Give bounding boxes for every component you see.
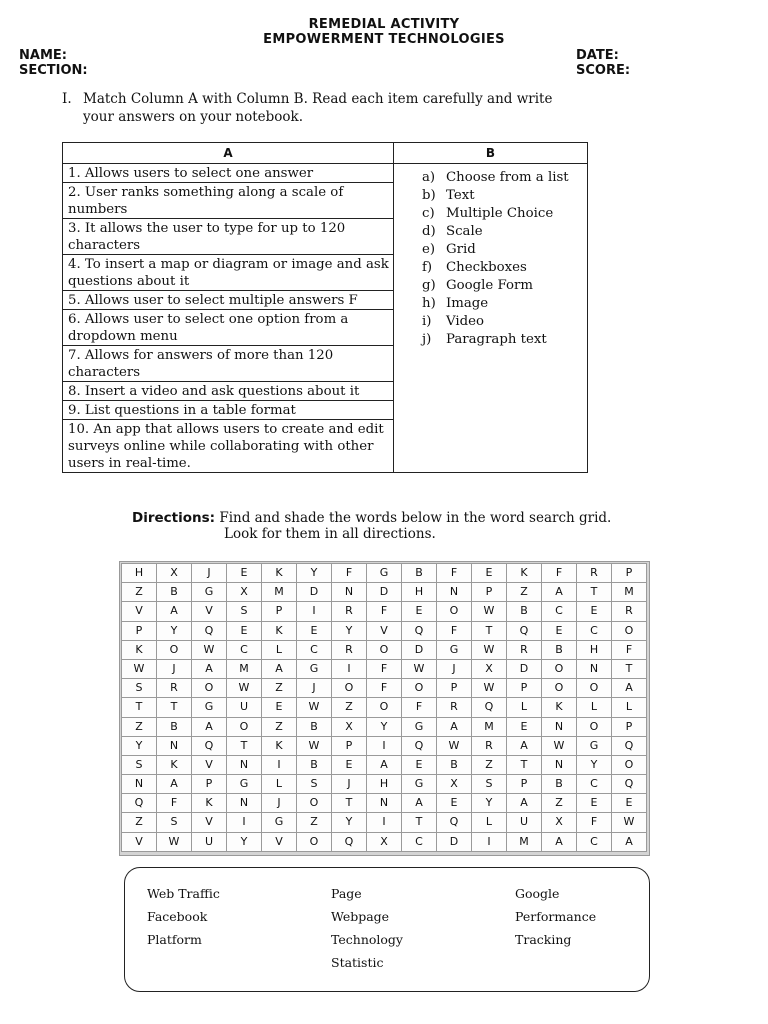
grid-cell[interactable]: J <box>156 659 192 679</box>
grid-cell[interactable]: W <box>471 601 507 621</box>
page-title: REMEDIAL ACTIVITY <box>308 17 460 32</box>
grid-cell[interactable]: G <box>436 640 472 660</box>
column-b-text: Grid <box>446 242 476 257</box>
grid-cell[interactable]: W <box>226 678 262 698</box>
grid-cell[interactable]: M <box>506 832 542 852</box>
grid-cell[interactable]: A <box>506 793 542 813</box>
grid-cell[interactable]: W <box>191 640 227 660</box>
column-b-header: B <box>394 143 588 164</box>
grid-cell[interactable]: A <box>191 717 227 737</box>
grid-cell[interactable]: N <box>366 793 402 813</box>
column-b-item <box>422 223 587 241</box>
column-a-item: 8. Insert a video and ask questions about it <box>63 382 393 401</box>
grid-cell[interactable]: A <box>436 717 472 737</box>
grid-cell[interactable]: P <box>191 774 227 794</box>
grid-cell[interactable]: T <box>121 697 157 717</box>
grid-cell[interactable]: M <box>611 582 647 602</box>
grid-cell[interactable]: Z <box>331 697 367 717</box>
grid-cell[interactable]: M <box>471 717 507 737</box>
grid-cell[interactable]: Q <box>401 621 437 641</box>
column-b-text: Checkboxes <box>446 260 527 275</box>
column-a-item: 10. An app that allows users to create and edit surveys online while collaborating with other users in real-time. <box>68 422 384 471</box>
grid-cell[interactable]: F <box>156 793 192 813</box>
grid-cell[interactable]: U <box>506 812 542 832</box>
grid-cell[interactable]: Y <box>226 832 262 852</box>
grid-cell[interactable]: W <box>121 659 157 679</box>
column-b-text: Paragraph text <box>446 332 547 347</box>
grid-cell[interactable]: V <box>191 755 227 775</box>
column-a <box>63 164 394 473</box>
grid-cell[interactable]: L <box>471 812 507 832</box>
grid-cell[interactable]: I <box>331 659 367 679</box>
grid-cell[interactable]: R <box>611 601 647 621</box>
column-b-item <box>422 259 587 277</box>
grid-cell[interactable]: E <box>611 793 647 813</box>
column-b-text: Video <box>446 314 485 329</box>
section-label: SECTION: <box>19 63 88 78</box>
grid-cell[interactable]: S <box>156 812 192 832</box>
grid-cell[interactable]: A <box>261 659 297 679</box>
column-b-letter: e) <box>422 242 436 257</box>
grid-cell[interactable]: O <box>611 621 647 641</box>
column-b-letter: a) <box>422 170 436 185</box>
grid-cell[interactable]: E <box>401 601 437 621</box>
column-a-item: 5. Allows user to select multiple answers F <box>63 291 393 310</box>
grid-cell[interactable]: Q <box>471 697 507 717</box>
grid-cell[interactable]: J <box>261 793 297 813</box>
grid-cell[interactable]: V <box>261 832 297 852</box>
grid-cell[interactable]: Q <box>611 774 647 794</box>
grid-cell[interactable]: A <box>191 659 227 679</box>
grid-cell[interactable]: W <box>436 736 472 756</box>
grid-cell[interactable]: E <box>401 755 437 775</box>
grid-cell[interactable]: A <box>611 832 647 852</box>
grid-cell[interactable]: S <box>226 601 262 621</box>
grid-cell[interactable]: F <box>401 697 437 717</box>
grid-cell[interactable]: E <box>506 717 542 737</box>
grid-cell[interactable]: T <box>611 659 647 679</box>
grid-cell[interactable]: V <box>121 832 157 852</box>
grid-cell[interactable]: Q <box>401 736 437 756</box>
grid-cell[interactable]: K <box>121 640 157 660</box>
grid-cell[interactable]: I <box>366 736 402 756</box>
grid-cell[interactable]: R <box>331 640 367 660</box>
grid-cell[interactable]: C <box>576 621 612 641</box>
grid-cell[interactable]: G <box>401 774 437 794</box>
directions <box>132 510 611 542</box>
grid-cell[interactable]: P <box>436 678 472 698</box>
grid-cell[interactable]: K <box>541 697 577 717</box>
grid-cell[interactable]: G <box>576 736 612 756</box>
column-b-item <box>422 331 587 349</box>
grid-cell[interactable]: E <box>436 793 472 813</box>
grid-cell[interactable]: C <box>576 832 612 852</box>
grid-cell[interactable]: T <box>576 582 612 602</box>
grid-cell[interactable]: X <box>331 717 367 737</box>
grid-cell[interactable]: B <box>541 640 577 660</box>
grid-cell[interactable]: Y <box>366 717 402 737</box>
grid-cell[interactable]: P <box>506 774 542 794</box>
grid-cell[interactable]: M <box>261 582 297 602</box>
grid-cell[interactable]: B <box>541 774 577 794</box>
grid-cell[interactable]: W <box>471 640 507 660</box>
score-label: SCORE: <box>576 63 631 78</box>
grid-cell[interactable]: X <box>436 774 472 794</box>
page-subtitle: EMPOWERMENT TECHNOLOGIES <box>263 32 505 47</box>
grid-cell[interactable]: Z <box>261 717 297 737</box>
grid-cell[interactable]: Y <box>331 812 367 832</box>
grid-cell[interactable]: Q <box>611 736 647 756</box>
grid-cell[interactable]: J <box>436 659 472 679</box>
grid-cell[interactable]: Y <box>296 563 332 583</box>
grid-cell[interactable]: L <box>261 774 297 794</box>
grid-cell[interactable]: N <box>541 755 577 775</box>
grid-cell[interactable]: W <box>296 697 332 717</box>
word-item: Google <box>515 886 560 901</box>
grid-cell[interactable]: A <box>611 678 647 698</box>
grid-cell[interactable]: X <box>156 563 192 583</box>
grid-cell[interactable]: N <box>541 717 577 737</box>
word-item: Technology <box>331 932 403 947</box>
column-b-text: Image <box>446 296 489 311</box>
directions-line-1: Find and shade the words below in the word search grid. <box>219 510 612 526</box>
instruction-number: I. <box>62 91 72 107</box>
grid-cell[interactable]: T <box>471 621 507 641</box>
grid-cell[interactable]: R <box>576 563 612 583</box>
word-list-box <box>124 867 650 992</box>
column-a-item: 4. To insert a map or diagram or image and ask questions about it <box>63 255 393 291</box>
word-item: Facebook <box>147 909 208 924</box>
column-a-item: 9. List questions in a table format <box>63 401 393 420</box>
grid-cell[interactable]: H <box>401 582 437 602</box>
grid-cell[interactable]: E <box>576 793 612 813</box>
grid-cell[interactable]: C <box>576 774 612 794</box>
column-a-item: 6. Allows user to select one option from a dropdown menu <box>63 310 393 346</box>
grid-cell[interactable]: O <box>436 601 472 621</box>
column-a-item: 7. Allows for answers of more than 120 characters <box>63 346 393 382</box>
grid-cell[interactable]: U <box>226 697 262 717</box>
grid-cell[interactable]: O <box>541 678 577 698</box>
grid-cell[interactable]: C <box>296 640 332 660</box>
grid-cell[interactable]: Y <box>576 755 612 775</box>
grid-cell[interactable]: Q <box>331 832 367 852</box>
grid-cell[interactable]: W <box>401 659 437 679</box>
grid-cell[interactable]: F <box>331 563 367 583</box>
grid-cell[interactable]: R <box>331 601 367 621</box>
grid-cell[interactable]: D <box>296 582 332 602</box>
grid-cell[interactable]: Z <box>261 678 297 698</box>
grid-cell[interactable]: W <box>296 736 332 756</box>
grid-cell[interactable]: E <box>576 601 612 621</box>
grid-cell[interactable]: J <box>331 774 367 794</box>
grid-cell[interactable]: F <box>611 640 647 660</box>
word-item: Page <box>331 886 362 901</box>
grid-cell[interactable]: Y <box>471 793 507 813</box>
grid-cell[interactable]: C <box>226 640 262 660</box>
grid-cell[interactable]: Q <box>191 621 227 641</box>
grid-cell[interactable]: T <box>226 736 262 756</box>
grid-cell[interactable]: L <box>261 640 297 660</box>
word-item: Performance <box>515 909 597 924</box>
grid-cell[interactable]: F <box>366 678 402 698</box>
grid-cell[interactable]: K <box>261 563 297 583</box>
grid-cell[interactable]: H <box>576 640 612 660</box>
grid-cell[interactable]: R <box>436 697 472 717</box>
column-b-letter: f) <box>422 260 433 275</box>
grid-cell[interactable]: O <box>401 678 437 698</box>
grid-cell[interactable]: O <box>611 755 647 775</box>
grid-cell[interactable]: G <box>191 582 227 602</box>
grid-cell[interactable]: O <box>226 717 262 737</box>
grid-cell[interactable]: Q <box>121 793 157 813</box>
grid-cell[interactable]: N <box>226 755 262 775</box>
column-b <box>394 164 588 473</box>
date-label: DATE: <box>576 48 619 63</box>
grid-cell[interactable]: S <box>121 678 157 698</box>
grid-cell[interactable]: I <box>296 601 332 621</box>
grid-cell[interactable]: O <box>541 659 577 679</box>
grid-cell[interactable]: K <box>156 755 192 775</box>
grid-cell[interactable]: U <box>191 832 227 852</box>
grid-cell[interactable]: K <box>261 736 297 756</box>
grid-cell[interactable]: J <box>296 678 332 698</box>
column-b-letter: c) <box>422 206 435 221</box>
grid-cell[interactable]: B <box>296 755 332 775</box>
grid-cell[interactable]: W <box>471 678 507 698</box>
grid-cell[interactable]: N <box>331 582 367 602</box>
grid-cell[interactable]: A <box>541 582 577 602</box>
grid-cell[interactable]: P <box>611 717 647 737</box>
grid-cell[interactable]: L <box>611 697 647 717</box>
column-b-item <box>422 187 587 205</box>
grid-cell[interactable]: Z <box>296 812 332 832</box>
grid-cell[interactable]: D <box>401 640 437 660</box>
grid-cell[interactable]: Y <box>156 621 192 641</box>
grid-cell[interactable]: V <box>366 621 402 641</box>
word-item: Web Traffic <box>147 886 220 901</box>
grid-cell[interactable]: V <box>121 601 157 621</box>
grid-cell[interactable]: O <box>366 697 402 717</box>
column-a-item: 2. User ranks something along a scale of numbers <box>63 183 393 219</box>
column-b-text: Google Form <box>446 278 533 293</box>
grid-cell[interactable]: B <box>401 563 437 583</box>
column-b-item <box>422 205 587 223</box>
column-b-item <box>422 241 587 259</box>
grid-cell[interactable]: K <box>191 793 227 813</box>
column-a-item: 1. Allows users to select one answer <box>63 164 393 183</box>
grid-cell[interactable]: P <box>331 736 367 756</box>
grid-cell[interactable]: E <box>226 563 262 583</box>
column-a-item: 3. It allows the user to type for up to 120 characters <box>63 219 393 255</box>
grid-cell[interactable]: S <box>471 774 507 794</box>
grid-cell[interactable]: Z <box>121 717 157 737</box>
grid-cell[interactable]: X <box>366 832 402 852</box>
column-b-text: Choose from a list <box>446 170 569 185</box>
column-b-text: Scale <box>446 224 483 239</box>
grid-cell[interactable]: Z <box>121 582 157 602</box>
grid-cell[interactable]: L <box>576 697 612 717</box>
grid-cell[interactable]: P <box>261 601 297 621</box>
grid-cell[interactable]: O <box>296 832 332 852</box>
grid-cell[interactable]: K <box>506 563 542 583</box>
grid-cell[interactable]: A <box>401 793 437 813</box>
grid-cell[interactable]: O <box>296 793 332 813</box>
grid-cell[interactable]: O <box>576 678 612 698</box>
grid-cell[interactable]: P <box>611 563 647 583</box>
grid-cell[interactable]: W <box>156 832 192 852</box>
grid-cell[interactable]: M <box>226 659 262 679</box>
grid-cell[interactable]: F <box>541 563 577 583</box>
grid-cell[interactable]: Z <box>506 582 542 602</box>
grid-cell[interactable]: Z <box>471 755 507 775</box>
grid-cell[interactable]: I <box>366 812 402 832</box>
grid-cell[interactable]: D <box>506 659 542 679</box>
grid-cell[interactable]: Y <box>121 736 157 756</box>
grid-cell[interactable]: R <box>506 640 542 660</box>
grid-cell[interactable]: X <box>541 812 577 832</box>
grid-cell[interactable]: G <box>226 774 262 794</box>
column-b-letter: d) <box>422 224 436 239</box>
grid-cell[interactable]: T <box>331 793 367 813</box>
column-b-letter: g) <box>422 278 436 293</box>
grid-cell[interactable]: P <box>471 582 507 602</box>
grid-cell[interactable]: T <box>506 755 542 775</box>
column-b-item <box>422 169 587 187</box>
word-item: Tracking <box>515 932 572 947</box>
grid-cell[interactable]: N <box>576 659 612 679</box>
grid-cell[interactable]: X <box>471 659 507 679</box>
grid-cell[interactable]: A <box>156 601 192 621</box>
grid-cell[interactable]: E <box>226 621 262 641</box>
grid-cell[interactable]: P <box>506 678 542 698</box>
column-b-letter: b) <box>422 188 436 203</box>
grid-cell[interactable]: R <box>471 736 507 756</box>
grid-cell[interactable]: A <box>156 774 192 794</box>
column-b-item <box>422 277 587 295</box>
grid-cell[interactable]: K <box>261 621 297 641</box>
grid-cell[interactable]: Z <box>121 812 157 832</box>
grid-cell[interactable]: P <box>121 621 157 641</box>
column-b-letter: j) <box>422 332 432 347</box>
grid-cell[interactable]: O <box>156 640 192 660</box>
grid-cell[interactable]: C <box>541 601 577 621</box>
grid-cell[interactable]: L <box>506 697 542 717</box>
grid-cell[interactable]: S <box>296 774 332 794</box>
grid-cell[interactable]: N <box>226 793 262 813</box>
grid-cell[interactable]: N <box>436 582 472 602</box>
grid-cell[interactable]: I <box>471 832 507 852</box>
grid-cell[interactable]: W <box>611 812 647 832</box>
grid-cell[interactable]: X <box>226 582 262 602</box>
directions-line-2: Look for them in all directions. <box>224 526 436 542</box>
grid-cell[interactable]: O <box>331 678 367 698</box>
grid-cell[interactable]: R <box>156 678 192 698</box>
column-b-item <box>422 313 587 331</box>
instruction-line-1: Match Column A with Column B. Read each item carefully and write <box>83 91 553 107</box>
grid-cell[interactable]: I <box>261 755 297 775</box>
grid-cell[interactable]: Y <box>331 621 367 641</box>
grid-cell[interactable]: G <box>261 812 297 832</box>
instructions <box>62 90 622 126</box>
grid-cell[interactable]: Z <box>541 793 577 813</box>
grid-cell[interactable]: B <box>156 582 192 602</box>
grid-cell[interactable]: G <box>296 659 332 679</box>
column-b-item <box>422 295 587 313</box>
grid-cell[interactable]: O <box>576 717 612 737</box>
grid-cell[interactable]: B <box>506 601 542 621</box>
grid-cell[interactable]: B <box>156 717 192 737</box>
grid-cell[interactable]: Q <box>506 621 542 641</box>
grid-cell[interactable]: J <box>191 563 227 583</box>
column-b-text: Multiple Choice <box>446 206 554 221</box>
directions-label: Directions: <box>132 510 216 526</box>
grid-cell[interactable]: O <box>366 640 402 660</box>
grid-cell[interactable]: O <box>191 678 227 698</box>
instruction-line-2: your answers on your notebook. <box>83 109 303 125</box>
matching-table <box>62 142 588 473</box>
word-item: Webpage <box>331 909 390 924</box>
grid-cell[interactable]: F <box>366 659 402 679</box>
word-item: Platform <box>147 932 202 947</box>
name-label: NAME: <box>19 48 67 63</box>
word-search-grid <box>119 561 650 856</box>
grid-cell[interactable]: G <box>401 717 437 737</box>
grid-cell[interactable]: S <box>121 755 157 775</box>
grid-cell[interactable]: E <box>541 621 577 641</box>
grid-cell[interactable]: A <box>541 832 577 852</box>
grid-cell[interactable]: Q <box>436 812 472 832</box>
grid-cell[interactable]: F <box>436 563 472 583</box>
grid-cell[interactable]: E <box>471 563 507 583</box>
grid-cell[interactable]: A <box>366 755 402 775</box>
grid-cell[interactable]: A <box>506 736 542 756</box>
column-b-letter: i) <box>422 314 432 329</box>
grid-cell[interactable]: N <box>156 736 192 756</box>
grid-cell[interactable]: F <box>436 621 472 641</box>
grid-cell[interactable]: B <box>296 717 332 737</box>
grid-cell[interactable]: F <box>576 812 612 832</box>
grid-cell[interactable]: G <box>366 563 402 583</box>
grid-cell[interactable]: D <box>366 582 402 602</box>
grid-cell[interactable]: W <box>541 736 577 756</box>
grid-cell[interactable]: T <box>401 812 437 832</box>
grid-cell[interactable]: B <box>436 755 472 775</box>
grid-cell[interactable]: E <box>331 755 367 775</box>
grid-cell[interactable]: F <box>366 601 402 621</box>
grid-cell[interactable]: E <box>261 697 297 717</box>
grid-cell[interactable]: C <box>401 832 437 852</box>
column-b-letter: h) <box>422 296 436 311</box>
grid-cell[interactable]: I <box>226 812 262 832</box>
column-b-text: Text <box>446 188 475 203</box>
grid-cell[interactable]: Q <box>191 736 227 756</box>
column-a-header: A <box>63 143 394 164</box>
grid-cell[interactable]: T <box>156 697 192 717</box>
grid-cell[interactable]: E <box>296 621 332 641</box>
grid-cell[interactable]: G <box>191 697 227 717</box>
grid-cell[interactable]: H <box>121 563 157 583</box>
grid-cell[interactable]: V <box>191 601 227 621</box>
grid-cell[interactable]: V <box>191 812 227 832</box>
grid-cell[interactable]: H <box>366 774 402 794</box>
grid-cell[interactable]: N <box>121 774 157 794</box>
grid-cell[interactable]: D <box>436 832 472 852</box>
word-item: Statistic <box>331 955 384 970</box>
